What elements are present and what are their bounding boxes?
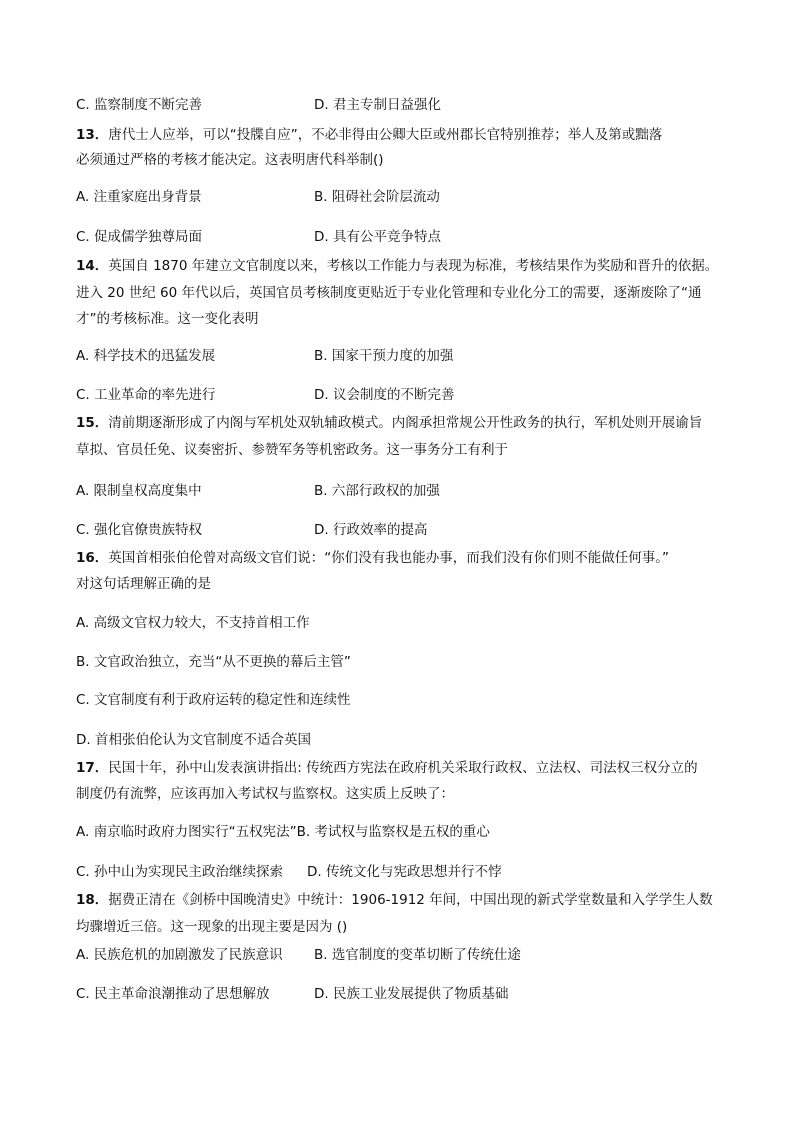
q16-stem-line2: 对这句话理解正确的是 [76,576,211,592]
q17-option-d: D. 传统文化与宪政思想并行不悖 [307,864,502,880]
q13-option-c: C. 促成儒学独尊局面 [76,229,203,245]
q15-number: 15． [76,415,109,431]
q14-number: 14． [76,258,109,274]
q17-option-ab: A. 南京临时政府力图实行“五权宪法”B. 考试权与监察权是五权的重心 [76,824,490,840]
q13-option-b: B. 阻碍社会阶层流动 [314,189,440,205]
q17-number: 17． [76,760,109,776]
q15-option-d: D. 行政效率的提高 [314,522,428,538]
q16-stem-line1 [76,548,669,568]
q14-option-d: D. 议会制度的不断完善 [314,387,455,403]
q13-stem-text1: 唐代士人应举，可以“投牒自应”，不必非得由公卿大臣或州郡长官特别推荐；举人及第或黜落 [108,127,663,143]
q18-option-b: B. 选官制度的变革切断了传统仕途 [314,947,521,963]
q14-stem-line2: 进入 20 世纪 60 年代以后，英国官员考核制度更贴近于专业化管理和专业化分工的需要，逐渐废除了“通 [76,285,702,301]
q14-stem-line3: 才”的考核标准。这一变化表明 [76,311,259,327]
q12-option-d: D. 君主专制日益强化 [314,97,441,113]
q16-option-c: C. 文官制度有利于政府运转的稳定性和连续性 [76,692,351,708]
q13-option-a: A. 注重家庭出身背景 [76,189,202,205]
q16-option-b: B. 文官政治独立，充当“从不更换的幕后主管” [76,654,351,670]
q16-number: 16． [76,550,109,566]
q16-option-d: D. 首相张伯伦认为文官制度不适合英国 [76,732,311,748]
q15-stem-line2: 草拟、官员任免、议奏密折、参赞军务等机密政务。这一事务分工有利于 [76,442,508,458]
q15-stem-text1: 清前期逐渐形成了内阁与军机处双轨辅政模式。内阁承担常规公开性政务的执行，军机处则开展谕旨 [108,415,703,431]
q13-option-d: D. 具有公平竞争特点 [314,229,441,245]
q15-option-b: B. 六部行政权的加强 [314,483,440,499]
q15-option-c: C. 强化官僚贵族特权 [76,522,203,538]
q15-option-a: A. 限制皇权高度集中 [76,483,202,499]
q18-option-d: D. 民族工业发展提供了物质基础 [314,986,509,1002]
q18-stem-line2: 均骤增近三倍。这一现象的出现主要是因为 () [76,919,348,935]
q17-option-c: C. 孙中山为实现民主政治继续探索 [76,864,284,880]
q14-option-a: A. 科学技术的迅猛发展 [76,348,216,364]
q18-stem-line1 [76,890,713,910]
q14-stem-text1: 英国自 1870 年建立文官制度以来，考核以工作能力与表现为标准，考核结果作为奖励和晋升的依据。 [108,258,719,274]
q18-option-c: C. 民主革命浪潮推动了思想解放 [76,986,270,1002]
q12-option-c: C. 监察制度不断完善 [76,97,203,113]
q17-stem-text1: 民国十年，孙中山发表演讲指出: 传统西方宪法在政府机关采取行政权、立法权、司法权三权分立的 [108,760,698,776]
q17-stem-line2: 制度仍有流弊，应该再加入考试权与监察权。这实质上反映了： [76,786,454,802]
q13-stem-line1 [76,125,662,145]
q14-option-c: C. 工业革命的率先进行 [76,387,216,403]
q17-stem-line1 [76,758,698,778]
q14-stem-line1 [76,256,718,276]
q13-number: 13． [76,127,109,143]
q18-number: 18． [76,892,109,908]
q18-stem-text1: 据费正清在《剑桥中国晚清史》中统计：1906-1912 年间，中国出现的新式学堂数量和入学学生人数 [108,892,713,908]
q13-stem-line2: 必须通过严格的考核才能决定。这表明唐代科举制() [76,152,384,168]
q16-stem-text1: 英国首相张伯伦曾对高级文官们说：“你们没有我也能办事，而我们没有你们则不能做任何事。” [108,550,670,566]
q18-option-a: A. 民族危机的加剧激发了民族意识 [76,947,283,963]
q14-option-b: B. 国家干预力度的加强 [314,348,454,364]
q16-option-a: A. 高级文官权力较大，不支持首相工作 [76,615,310,631]
q15-stem-line1 [76,413,702,433]
